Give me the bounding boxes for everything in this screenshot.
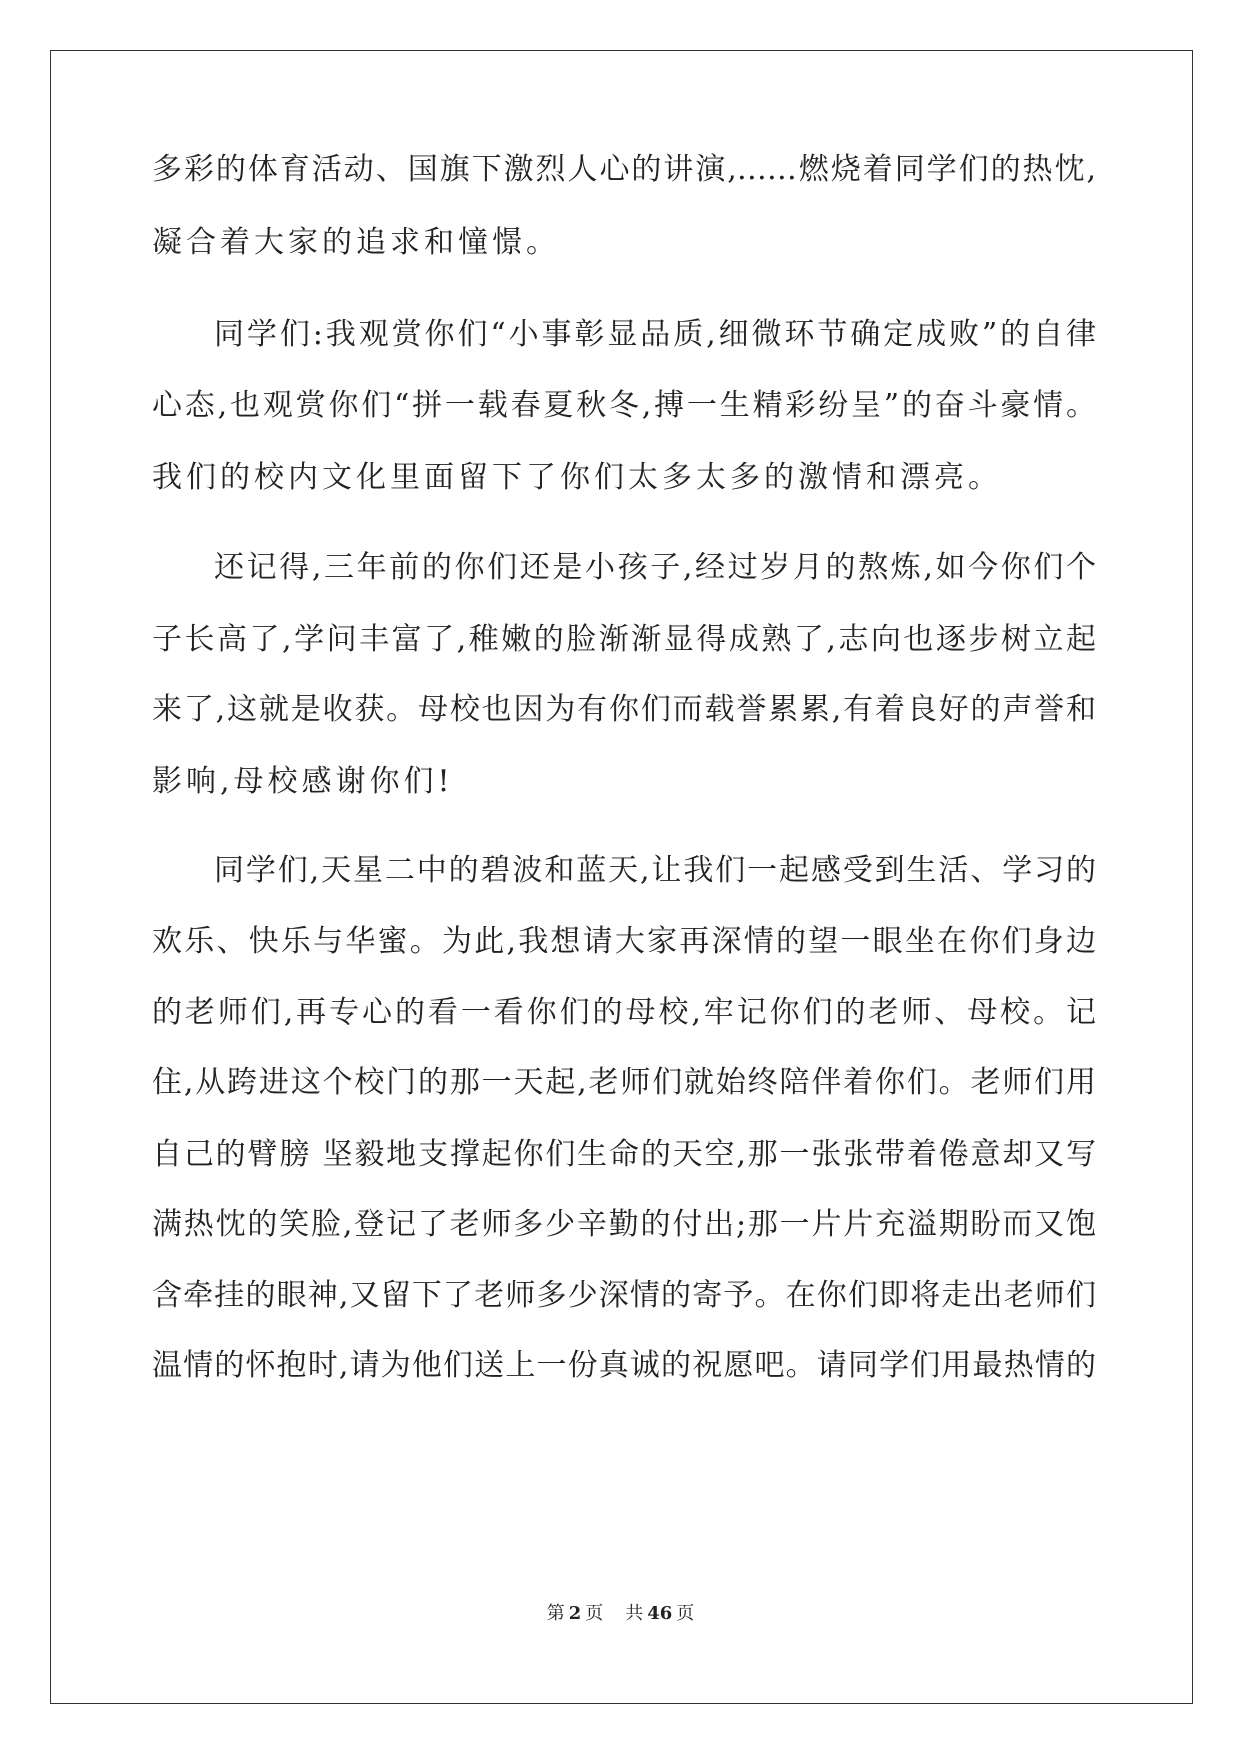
text-line: 多彩的体育活动、国旗下激烈人心的讲演,……燃烧着同学们的热忱,	[152, 152, 1096, 187]
text-line: 凝合着大家的追求和憧憬。	[152, 225, 560, 260]
total-unit: 页	[676, 1603, 695, 1624]
text-line: 来了,这就是收获。母校也因为有你们而载誉累累,有着良好的声誉和	[152, 692, 1096, 727]
page-total: 46	[647, 1603, 673, 1624]
page-unit: 页	[585, 1603, 604, 1624]
page-footer	[0, 1602, 1241, 1626]
text-line: 温情的怀抱时,请为他们送上一份真诚的祝愿吧。请同学们用最热情的	[152, 1348, 1096, 1383]
text-line: 影响,母校感谢你们!	[152, 764, 454, 799]
text-line: 欢乐、快乐与华蜜。为此,我想请大家再深情的望一眼坐在你们身边	[152, 924, 1096, 959]
text-line: 同学们,天星二中的碧波和蓝天,让我们一起感受到生活、学习的	[214, 853, 1096, 888]
total-prefix: 共	[625, 1603, 644, 1624]
text-line: 同学们:我观赏你们“小事彰显品质,细微环节确定成败”的自律	[214, 317, 1096, 352]
text-line: 含牵挂的眼神,又留下了老师多少深情的寄予。在你们即将走出老师们	[152, 1278, 1096, 1313]
text-line: 满热忱的笑脸,登记了老师多少辛勤的付出;那一片片充溢期盼而又饱	[152, 1207, 1096, 1242]
page-prefix: 第	[546, 1603, 565, 1624]
text-line: 自己的臂膀 坚毅地支撑起你们生命的天空,那一张张带着倦意却又写	[152, 1137, 1096, 1172]
text-line: 还记得,三年前的你们还是小孩子,经过岁月的熬炼,如今你们个	[214, 550, 1096, 585]
text-line: 子长高了,学问丰富了,稚嫩的脸渐渐显得成熟了,志向也逐步树立起	[152, 622, 1096, 657]
page-current: 2	[568, 1603, 582, 1624]
text-line: 的老师们,再专心的看一看你们的母校,牢记你们的老师、母校。记	[152, 995, 1096, 1030]
text-line: 心态,也观赏你们“拼一载春夏秋冬,搏一生精彩纷呈”的奋斗豪情。	[152, 388, 1096, 423]
text-line: 我们的校内文化里面留下了你们太多太多的激情和漂亮。	[152, 460, 1002, 495]
text-line: 住,从跨进这个校门的那一天起,老师们就始终陪伴着你们。老师们用	[152, 1065, 1096, 1100]
